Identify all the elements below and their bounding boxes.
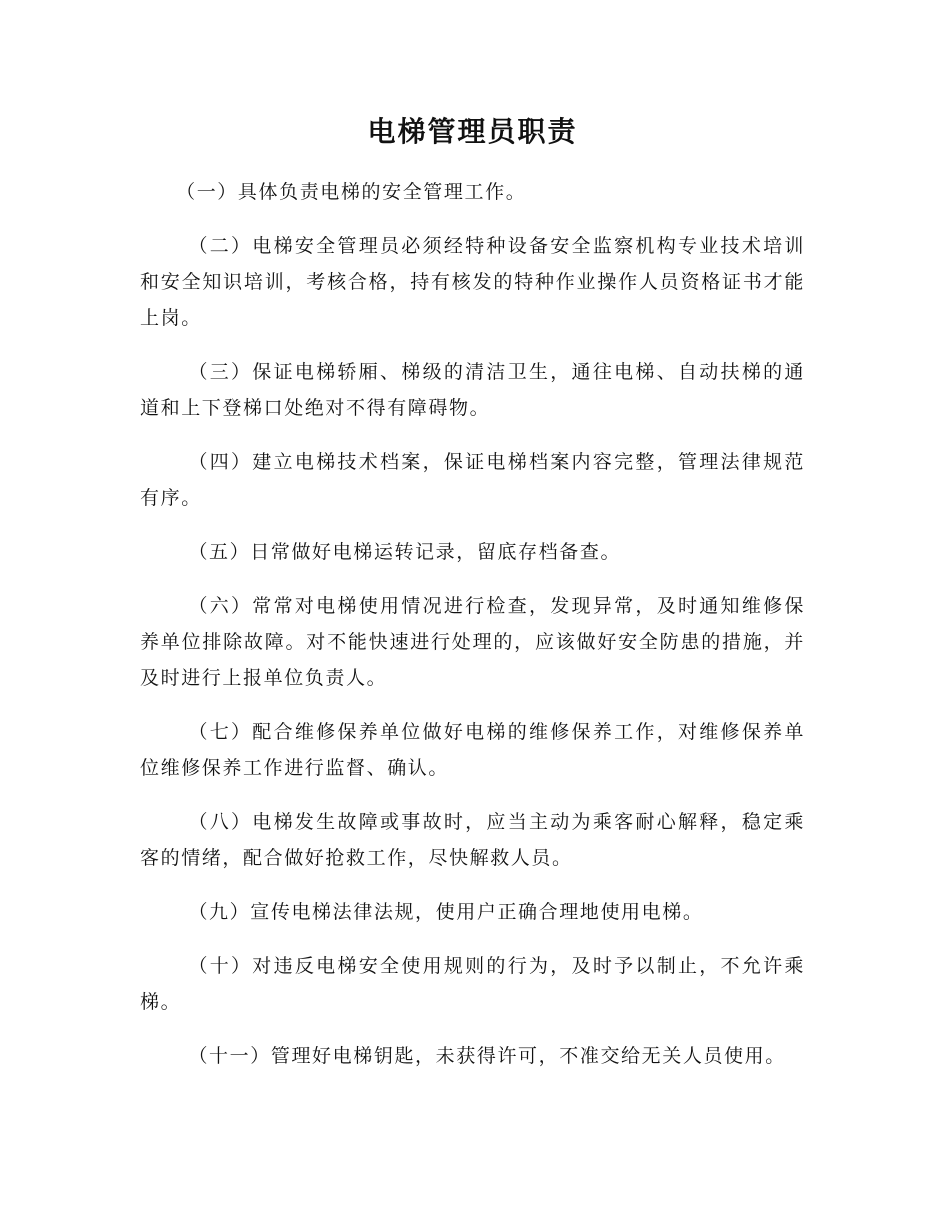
- document-title: 电梯管理员职责: [367, 115, 578, 148]
- duty-paragraph-2: （二）电梯安全管理员必须经特种设备安全监察机构专业技术培训和安全知识培训，考核合格，持有核发的特种作业操作人员资格证书才能上岗。: [140, 235, 805, 329]
- duty-paragraph-7: （七）配合维修保养单位做好电梯的维修保养工作，对维修保养单位维修保养工作进行监督、确认。: [140, 721, 805, 779]
- document-page: [140, 108, 805, 1092]
- duty-paragraph-9: （九）宣传电梯法律法规，使用户正确合理地使用电梯。: [188, 901, 704, 923]
- duty-paragraph-4: （四）建立电梯技术档案，保证电梯档案内容完整，管理法律规范有序。: [140, 451, 805, 509]
- duty-paragraph-10: （十）对违反电梯安全使用规则的行为，及时予以制止，不允许乘梯。: [140, 955, 805, 1013]
- duty-paragraph-5: （五）日常做好电梯运转记录，留底存档备查。: [188, 541, 622, 563]
- duty-paragraph-8: （八）电梯发生故障或事故时，应当主动为乘客耐心解释，稳定乘客的情绪，配合做好抢救工作，尽快解救人员。: [140, 811, 805, 869]
- duty-paragraph-11: （十一）管理好电梯钥匙，未获得许可，不准交给无关人员使用。: [188, 1045, 786, 1067]
- duty-paragraph-3: （三）保证电梯轿厢、梯级的清洁卫生，通往电梯、自动扶梯的通道和上下登梯口处绝对不得有障碍物。: [140, 361, 805, 419]
- duty-paragraph-1: （一）具体负责电梯的安全管理工作。: [176, 181, 527, 203]
- duty-paragraph-6: （六）常常对电梯使用情况进行检查，发现异常，及时通知维修保养单位排除故障。对不能快速进行处理的，应该做好安全防患的措施，并及时进行上报单位负责人。: [140, 595, 805, 689]
